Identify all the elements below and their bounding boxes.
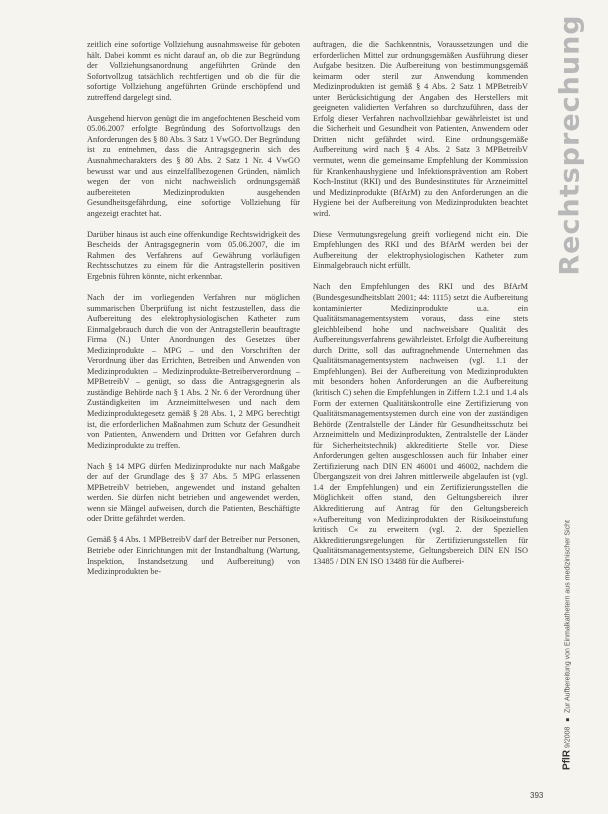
running-title: Zur Aufbereitung von Einmalkathetern aus medizinischer Sicht <box>564 520 572 714</box>
running-footer <box>553 520 581 770</box>
page-number: 393 <box>530 791 544 800</box>
right-text-column <box>313 40 528 578</box>
issue-number: 9/2008 <box>564 726 572 748</box>
paragraph: Nach der im vorliegenden Verfahren nur möglichen summarischen Überprüfung ist nicht festzustellen, dass die Aufbereitung des elektrophysiologischen Katheter zum Einmalgebrauch durch die von der Antragstellerin beauftragte Firma (N.) Unter Anordnungen des Gesetzes über Medizinprodukte – MPG – und den Vorschriften der Verordnung über das Errichten, Betreiben und Anwenden von Medizinprodukten – Medizinprodukte-Betreiberverordnung – MPBetreibV – genügt, so dass die Antragsgegnerin als zuständige Behörde nach § 1 Abs. 2 Nr. 6 der Verordnung über Zuständigkeiten im Arzneimittelwesen und nach dem Medizinproduktegesetz gemäß § 28 Abs. 1, 2 MPG berechtigt ist, die erforderlichen Maßnahmen zum Schutz der Gesundheit von Patienten, Anwendern und Dritten vor Gefahren durch Medizinprodukte zu treffen. <box>87 292 300 450</box>
journal-logo: PflR <box>561 749 573 770</box>
paragraph: auftragen, die die Sachkenntnis, Voraussetzungen und die erforderlichen Mittel zur ordnungsgemäßen Ausführung dieser Aufgabe besitzen. Die Aufbereitung von bestimmungsgemäß keimarm oder steril zur Anwendung kommenden Medizinprodukten ist gemäß § 4 Abs. 2 Satz 1 MPBetreibV unter Berücksichtigung der Angaben des Herstellers mit geeigneten validierten Verfahren so durchzuführen, dass der Erfolg dieser Verfahren nachvollziehbar gewährleistet ist und die Sicherheit und Gesundheit von Patienten, Anwendern oder Dritten nicht gefährdet wird. Eine ordnungsgemäße Aufbereitung wird nach § 4 Abs. 2 Satz 3 MPBetreibV vermutet, wenn die gemeinsame Empfehlung der Kommission für Krankenhaushygiene und Infektionsprävention am Robert Koch-Institut (RKI) und des Bundesinstitutes für Arzneimittel und Medizinprodukte (BfArM) zu den Anforderungen an die Hygiene bei der Aufbereitung von Medizinprodukten beachtet wird. <box>313 40 528 218</box>
section-heading-vertical <box>539 14 601 276</box>
paragraph: zeitlich eine sofortige Vollziehung ausnahmsweise für geboten hält. Dabei kommt es nicht darauf an, ob die zur Begründung der Vollziehungsanordnung angeführten Gründe den Sofortvollzug tatsächlich rechtfertigen und ob die für die sofortige Vollziehung angeführten Gründe erschöpfend und zutreffend dargelegt sind. <box>87 40 300 102</box>
separator-square-icon: ■ <box>565 718 572 722</box>
left-text-column <box>87 40 300 588</box>
paragraph: Nach § 14 MPG dürfen Medizinprodukte nur nach Maßgabe der auf der Grundlage des § 37 Abs. 5 MPG erlassenen MPBetreibV betrieben, angewendet und instand gehalten werden. Sie dürfen nicht betrieben und angewendet werden, wenn sie Mängel aufweisen, durch die Patienten, Beschäftigte oder Dritte gefährdet werden. <box>87 461 300 524</box>
paragraph: Ausgehend hiervon genügt die im angefochtenen Bescheid vom 05.06.2007 erfolgte Begründung des Sofortvollzugs den Anforderungen des § 80 Abs. 3 Satz 1 VwGO. Der Begründung ist zu entnehmen, dass die Antragsgegnerin sich des Ausnahmecharakters des § 80 Abs. 2 Satz 1 Nr. 4 VwGO bewusst war und aus einzelfallbezogenen Gründen, nämlich wegen der von nicht nachweislich ordnungsgemäß aufbereiteten Medizinprodukten ausgehenden Gesundheitsgefährdung, eine sofortige Vollziehung für angezeigt erachtet hat. <box>87 113 300 218</box>
paragraph: Gemäß § 4 Abs. 1 MPBetreibV darf der Betreiber nur Personen, Betriebe oder Einrichtungen mit der Instandhaltung (Wartung, Inspektion, Instandsetzung und Aufbereitung) von Medizinprodukten be- <box>87 535 300 577</box>
paragraph: Darüber hinaus ist auch eine offenkundige Rechtswidrigkeit des Bescheids der Antragsgegnerin vom 05.06.2007, die im Rahmen des Verfahrens auf Gewährung vorläufigen Rechtsschutzes zu einem für die Antragstellerin positiven Ergebnis führen könnte, nicht erkennbar. <box>87 229 300 281</box>
running-footer-text <box>562 520 573 770</box>
paragraph: Diese Vermutungsregelung greift vorliegend nicht ein. Die Empfehlungen des RKI und des BfArM werden bei der Aufbereitung der elektrophysiologischen Katheter zum Einmalgebrauch nicht erfüllt. <box>313 229 528 271</box>
section-heading-text: Rechtsprechung <box>554 14 586 276</box>
paragraph: Nach den Empfehlungen des RKI und des BfArM (Bundesgesundheitsblatt 2001; 44: 1115) setzt die Aufbereitung kontaminierter Medizinprodukte u.a. ein Qualitätsmanagementsystem voraus, dass eine stets gleichbleibend hohe und nachweisbare Qualität des Aufbereitungsverfahrens gewährleistet. Erfolgt die Aufbereitung durch Dritte, soll das auftragnehmende Unternehmen das Qualitätsmanagementsystem nachweisen (vgl. 1.1 der Empfehlungen). Bei der Aufbereitung von Medizinprodukten mit besonders hohen Anforderungen an die Aufbereitung (kritisch C) sehen die Empfehlungen in Ziffern 1.2.1 und 1.4 als Form der externen Qualitätskontrolle eine Zertifizierung von Qualitätsmanagementsystemen durch eine von der zuständigen Behörde (Zentralstelle der Länder für Gesundheitsschutz bei Arzneimitteln und Medizinprodukten, Zentralstelle der Länder für Sicherheitstechnik) akkreditierte Stelle vor. Diese Anforderungen gelten ausgeschlossen auch für Inhaber einer Zertifizierung nach DIN EN 46001 und 46002, nachdem die Übergangszeit von drei Jahren mittlerweile abgelaufen ist (vgl. 1.4 der Empfehlungen) und ein Zertifizierungsstellen die Möglichkeit offen stand, den Geltungsbereich ihrer Akkreditierung auf Antrag für den Geltungsbereich »Aufbereitung von Medizinprodukten der Risikoeinstufung kritisch C« zu erweitern (vgl. 2. der Speziellen Akkreditierungsregelungen für Zertifizierungsstellen für Qualitätsmanagementsysteme, Geltungsbereich DIN EN ISO 13485 / DIN EN ISO 13488 für die Aufberei- <box>313 282 528 566</box>
